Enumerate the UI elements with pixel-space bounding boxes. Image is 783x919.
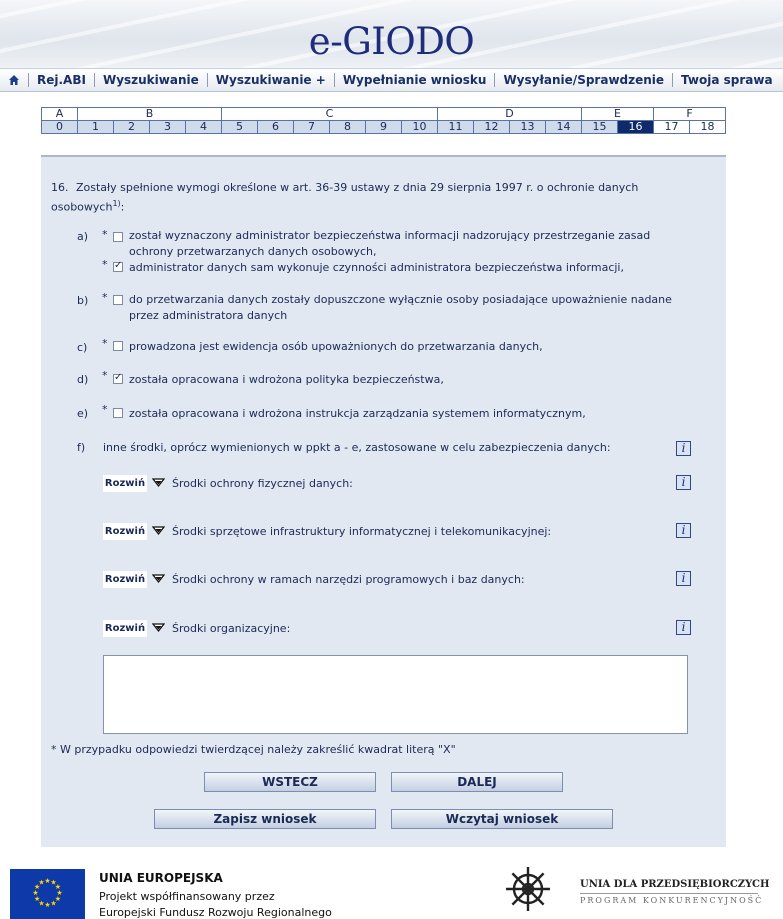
step-group-d: D (438, 108, 582, 121)
step-4[interactable]: 4 (186, 121, 222, 134)
step-9[interactable]: 9 (366, 121, 402, 134)
required-star: * (102, 369, 108, 382)
info-icon[interactable]: i (676, 523, 691, 538)
step-group-f: F (654, 108, 726, 121)
eu-cofinanced-text: Projekt współfinansowany przez (99, 890, 275, 903)
triangle-down-icon[interactable] (152, 623, 165, 633)
required-star: * (102, 403, 108, 416)
triangle-down-icon[interactable] (152, 478, 165, 488)
nav-twoja-sprawa[interactable]: Twoja sprawa (672, 73, 781, 87)
eu-fund-text: Europejski Fundusz Rozwoju Regionalnego (99, 906, 332, 919)
step-13[interactable]: 13 (510, 121, 546, 134)
footnote: * W przypadku odpowiedzi twierdzącej należy zakreślić kwadrat literą "X" (51, 743, 456, 756)
question-text: Zostały spełnione wymogi określone w art. 36-39 ustawy z dnia 29 sierpnia 1997 r. o ochronie danych (76, 181, 639, 194)
nav-wysylanie-sprawdzenie[interactable]: Wysyłanie/Sprawdzenie (494, 73, 672, 87)
check-mark-icon: ✓ (114, 372, 123, 383)
section-physical-label: Środki ochrony fizycznej danych: (172, 477, 353, 490)
eu-flag-logo (10, 869, 85, 919)
svg-text:★: ★ (50, 899, 57, 908)
step-group-b: B (78, 108, 222, 121)
nav-wyszukiwanie[interactable]: Wyszukiwanie (94, 73, 207, 87)
info-icon[interactable]: i (676, 571, 691, 586)
header-banner (0, 0, 783, 69)
item-d-letter: d) (77, 373, 89, 386)
step-15[interactable]: 15 (582, 121, 618, 134)
svg-text:★: ★ (44, 877, 51, 885)
ship-wheel-logo (503, 862, 553, 914)
form-panel (41, 155, 726, 847)
step-2[interactable]: 2 (114, 121, 150, 134)
step-17[interactable]: 17 (654, 121, 690, 134)
section-hardware-label: Środki sprzętowe infrastruktury informatycznej i telekomunikacyjnej: (172, 525, 552, 538)
expand-button-organizational[interactable]: Rozwiń (103, 620, 147, 637)
back-button[interactable]: WSTECZ (204, 772, 376, 792)
step-6[interactable]: 6 (258, 121, 294, 134)
item-d-text: została opracowana i wdrożona polityka bezpieczeństwa, (129, 373, 444, 386)
step-18[interactable]: 18 (690, 121, 726, 134)
info-icon[interactable]: i (676, 441, 691, 456)
expand-button-software[interactable]: Rozwiń (103, 571, 147, 588)
step-3[interactable]: 3 (150, 121, 186, 134)
step-7[interactable]: 7 (294, 121, 330, 134)
triangle-down-icon[interactable] (152, 574, 165, 584)
item-b-letter: b) (77, 294, 89, 307)
required-star: * (102, 337, 108, 350)
nav-wypelnianie-wniosku[interactable]: Wypełnianie wniosku (334, 73, 495, 87)
item-c-letter: c) (77, 341, 88, 354)
info-icon[interactable]: i (676, 620, 691, 635)
save-application-button[interactable]: Zapisz wniosek (154, 809, 376, 829)
svg-text:★: ★ (38, 899, 45, 908)
item-f-letter: f) (77, 441, 86, 454)
item-b-text: do przetwarzania danych zostały dopuszczone wyłącznie osoby posiadające upoważnienie nadane (129, 293, 672, 306)
udp-divider (580, 893, 758, 894)
home-icon (8, 74, 20, 86)
check-mark-icon: ✓ (114, 260, 123, 271)
triangle-down-icon[interactable] (152, 526, 165, 536)
step-16-current[interactable]: 16 (618, 121, 654, 134)
step-10[interactable]: 10 (402, 121, 438, 134)
checkbox-e[interactable] (113, 408, 123, 418)
svg-text:★: ★ (44, 901, 51, 909)
svg-text:★: ★ (50, 878, 57, 887)
step-group-a: A (42, 108, 78, 121)
required-star: * (102, 258, 108, 271)
site-title: e-GIODO (308, 20, 475, 63)
svg-text:★: ★ (54, 883, 62, 891)
svg-text:★: ★ (33, 895, 41, 903)
item-f-text: inne środki, oprócz wymienionych w ppkt a - e, zastosowane w celu zabezpieczenia danych: (103, 441, 611, 454)
eu-title: UNIA EUROPEJSKA (99, 871, 223, 885)
checkbox-c[interactable] (113, 341, 123, 351)
checkbox-a1[interactable] (113, 232, 123, 242)
item-a-opt1-text: został wyznaczony administrator bezpieczeństwa informacji nadzorujący przestrzeganie zasad (129, 229, 651, 242)
checkbox-a2[interactable] (113, 262, 123, 272)
step-group-e: E (582, 108, 654, 121)
section-software-label: Środki ochrony w ramach narzędzi programowych i baz danych: (172, 573, 525, 586)
item-a-opt2-text: administrator danych sam wykonuje czynności administratora bezpieczeństwa informacji, (129, 261, 624, 274)
item-e-text: została opracowana i wdrożona instrukcja zarządzania systemem informatycznym, (129, 407, 586, 420)
required-star: * (102, 228, 108, 241)
step-5[interactable]: 5 (222, 121, 258, 134)
svg-text:★: ★ (33, 883, 41, 891)
step-12[interactable]: 12 (474, 121, 510, 134)
nav-wyszukiwanie-plus[interactable]: Wyszukiwanie + (207, 73, 334, 87)
item-a-opt1-text-cont: ochrony przetwarzanych danych osobowych, (129, 245, 377, 258)
item-a-letter: a) (77, 230, 89, 243)
step-0[interactable]: 0 (42, 121, 78, 134)
expand-button-physical[interactable]: Rozwiń (103, 475, 147, 492)
item-e-letter: e) (77, 407, 89, 420)
svg-text:★: ★ (54, 895, 62, 903)
required-star: * (102, 291, 108, 304)
nav-rej-abi[interactable]: Rej.ABI (28, 73, 94, 87)
step-8[interactable]: 8 (330, 121, 366, 134)
expand-button-hardware[interactable]: Rozwiń (103, 523, 147, 540)
home-button[interactable] (0, 69, 28, 91)
load-application-button[interactable]: Wczytaj wniosek (391, 809, 613, 829)
svg-text:★: ★ (32, 889, 39, 897)
next-button[interactable]: DALEJ (391, 772, 563, 792)
question-text-cont: osobowych$^{1)}$: (51, 199, 125, 214)
step-progress-grid (41, 107, 726, 134)
udp-title: UNIA DLA PRZEDSIĘBIORCZYCH (580, 879, 770, 890)
item-c-text: prowadzona jest ewidencja osób upoważnionych do przetwarzania danych, (129, 340, 543, 353)
checkbox-d[interactable] (113, 374, 123, 384)
checkbox-b[interactable] (113, 295, 123, 305)
other-measures-textarea[interactable] (103, 655, 688, 734)
section-organizational-label: Środki organizacyjne: (172, 622, 291, 635)
svg-text:★: ★ (38, 878, 45, 887)
svg-text:★: ★ (56, 889, 63, 897)
udp-subtitle: PROGRAM KONKURENCYJNOŚĆ (580, 896, 764, 905)
step-14[interactable]: 14 (546, 121, 582, 134)
info-icon[interactable]: i (676, 475, 691, 490)
step-1[interactable]: 1 (78, 121, 114, 134)
step-11[interactable]: 11 (438, 121, 474, 134)
item-b-text-cont: przez administratora danych (129, 309, 288, 322)
step-group-c: C (222, 108, 438, 121)
main-nav (0, 69, 783, 92)
question-number: 16. (51, 181, 69, 194)
